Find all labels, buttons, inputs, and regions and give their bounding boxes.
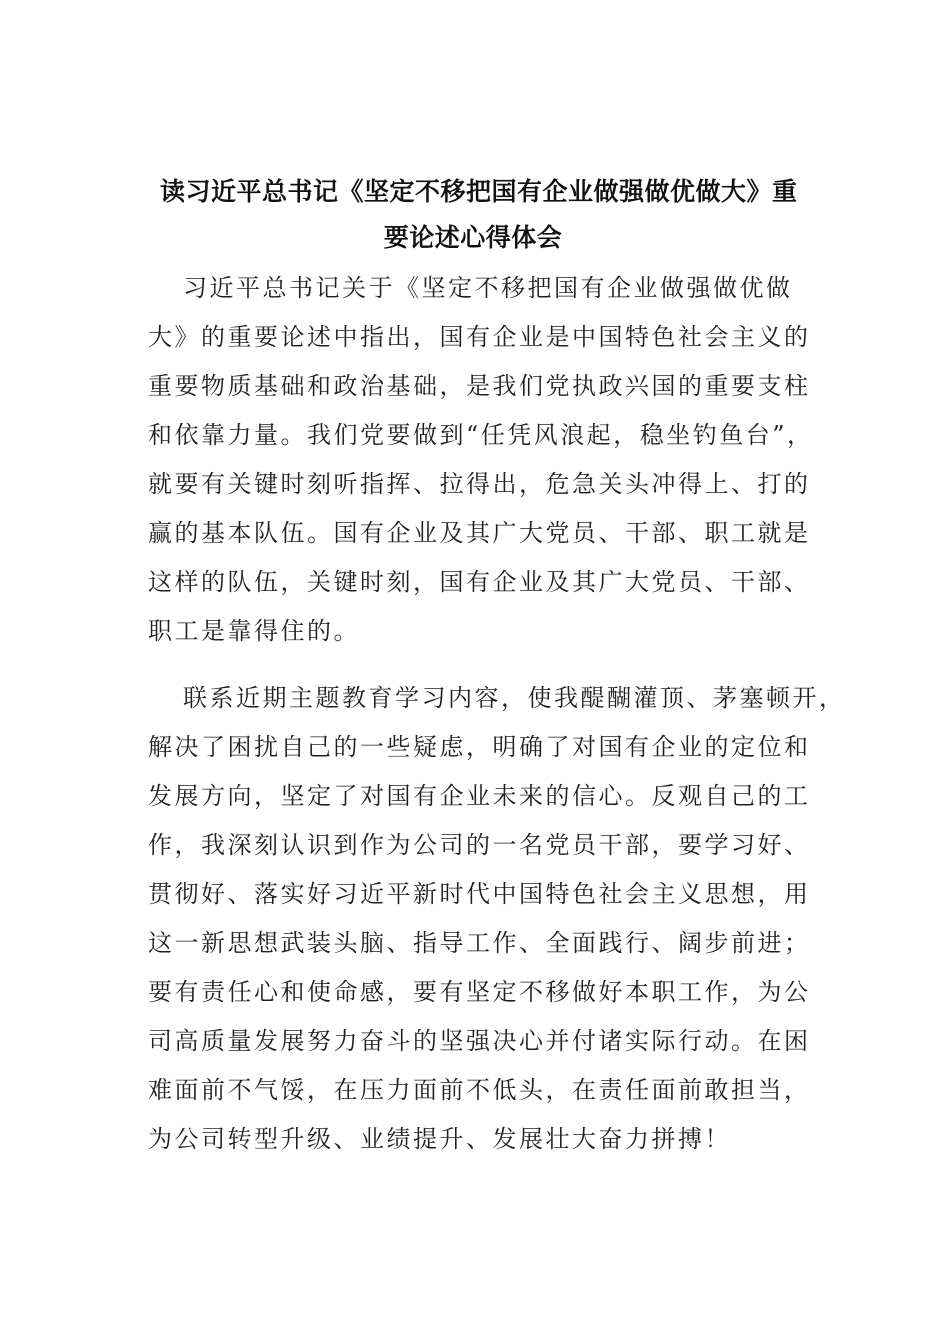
paragraph-line: 司高质量发展努力奋斗的坚强决心并付诸实际行动。在困 [148,1027,811,1055]
paragraph-line: 难面前不气馁，在压力面前不低头，在责任面前敢担当， [148,1076,811,1104]
paragraph-line: 职工是靠得住的。 [148,617,360,645]
paragraph-line: 重要物质基础和政治基础，是我们党执政兴国的重要支柱 [148,372,811,400]
paragraph-line: 这样的队伍，关键时刻，国有企业及其广大党员、干部、 [148,568,811,596]
paragraph-line: 为公司转型升级、业绩提升、发展壮大奋力拼搏！ [148,1125,731,1153]
paragraph-line: 联系近期主题教育学习内容，使我醍醐灌顶、茅塞顿开， [183,684,846,712]
paragraph-line: 这一新思想武装头脑、指导工作、全面践行、阔步前进； [148,929,811,957]
document-title [148,169,798,261]
paragraph-line: 大》的重要论述中指出，国有企业是中国特色社会主义的 [148,323,811,351]
paragraph-2 [148,674,846,1164]
paragraph-line: 和依靠力量。我们党要做到“任凭风浪起，稳坐钓鱼台”， [148,421,814,449]
paragraph-line: 赢的基本队伍。国有企业及其广大党员、干部、职工就是 [148,519,811,547]
paragraph-line: 发展方向，坚定了对国有企业未来的信心。反观自己的工 [148,782,811,810]
paragraph-1 [148,264,814,656]
paragraph-line: 要有责任心和使命感，要有坚定不移做好本职工作，为公 [148,978,811,1006]
paragraph-line: 习近平总书记关于《坚定不移把国有企业做强做优做 [183,274,793,302]
paragraph-line: 作，我深刻认识到作为公司的一名党员干部，要学习好、 [148,831,811,859]
title-line: 读习近平总书记《坚定不移把国有企业做强做优做大》重 [160,176,798,206]
paragraph-line: 贯彻好、落实好习近平新时代中国特色社会主义思想，用 [148,880,811,908]
title-line: 要论述心得体会 [383,222,563,252]
paragraph-line: 就要有关键时刻听指挥、拉得出，危急关头冲得上、打的 [148,470,811,498]
paragraph-line: 解决了困扰自己的一些疑虑，明确了对国有企业的定位和 [148,733,811,761]
